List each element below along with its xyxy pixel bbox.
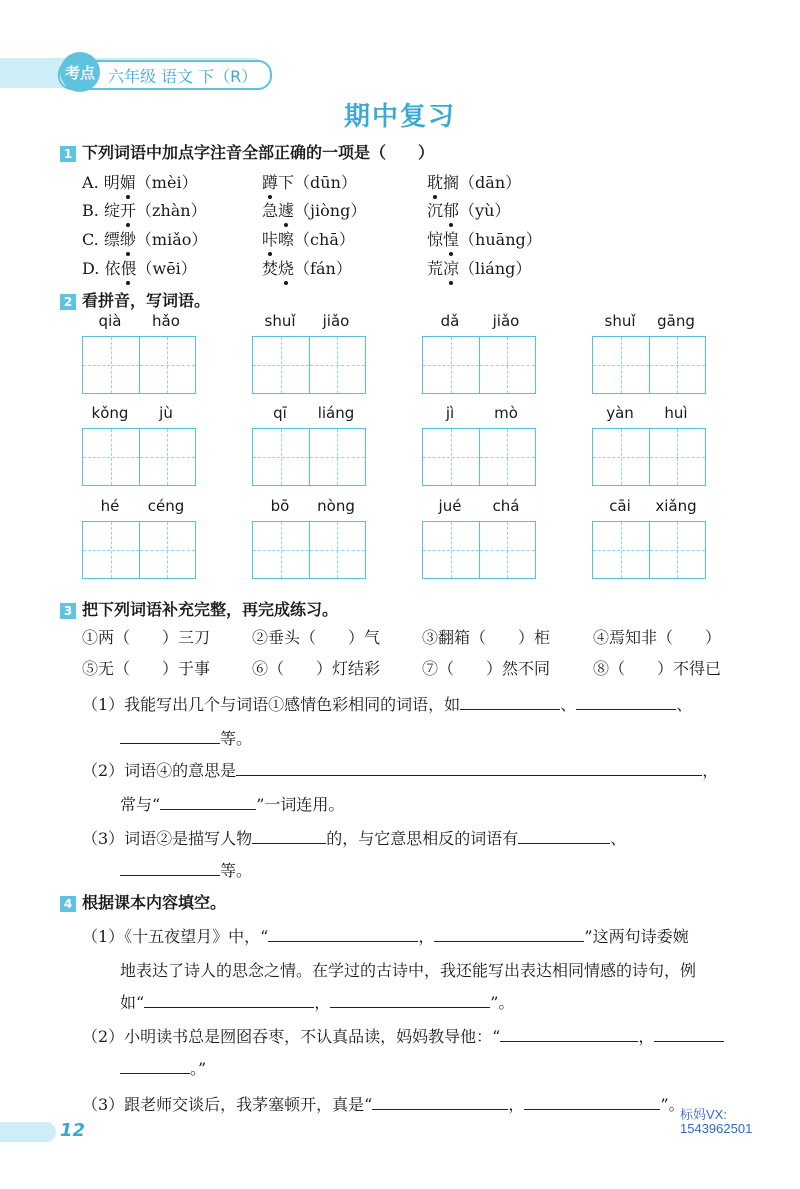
writing-cell[interactable] — [83, 429, 139, 485]
writing-cell[interactable] — [309, 522, 366, 578]
question-2-title — [60, 288, 210, 311]
option-1-0[interactable]: B. 绽开（zhàn） — [82, 198, 207, 221]
answer-blank[interactable] — [434, 925, 584, 942]
option-2-1: 咔嚓（chā） — [262, 227, 355, 250]
pinyin-label: qī — [273, 404, 287, 422]
writing-cell[interactable] — [593, 522, 649, 578]
page-number: 12 — [60, 1120, 86, 1141]
separator: 、 — [676, 695, 693, 714]
separator: 、 — [610, 829, 627, 848]
page-number-band — [0, 1122, 56, 1142]
separator: ， — [418, 927, 435, 946]
pinyin-label: liáng — [317, 404, 355, 422]
q4-sub2-line2 — [120, 1056, 206, 1079]
question-3-text: 把下列词语补充完整，再完成练习。 — [82, 600, 339, 619]
q4-sub1-line2 — [120, 958, 696, 981]
writing-cell[interactable] — [479, 337, 536, 393]
page-title: 期中复习 — [343, 102, 456, 132]
option-1-2: 沉郁（yù） — [427, 198, 510, 221]
watermark-line1: 标妈VX: — [680, 1107, 727, 1122]
question-1-text: 下列词语中加点字注音全部正确的一项是（ ） — [82, 143, 435, 162]
writing-cell[interactable] — [593, 429, 649, 485]
pinyin-label: yàn — [606, 404, 634, 422]
separator: ， — [508, 1095, 525, 1114]
writing-grid[interactable] — [422, 428, 536, 486]
answer-blank[interactable] — [120, 727, 220, 744]
option-2-0[interactable]: C. 缥缈（miǎo） — [82, 227, 207, 250]
answer-blank[interactable] — [372, 1093, 508, 1110]
q3-sub2-line1 — [82, 758, 718, 781]
writing-cell[interactable] — [423, 337, 479, 393]
writing-grid[interactable] — [592, 336, 706, 394]
option-0-2: 耽搁（dān） — [427, 170, 521, 193]
writing-cell[interactable] — [253, 337, 309, 393]
writing-cell[interactable] — [253, 429, 309, 485]
header-logo: 考点 — [60, 52, 100, 92]
writing-cell[interactable] — [83, 522, 139, 578]
q4-sub3-end: ”。 — [660, 1095, 685, 1114]
writing-grid[interactable] — [252, 521, 366, 579]
q3-sub1-line2 — [120, 726, 252, 749]
q3-sub3-end: 等。 — [220, 861, 253, 880]
writing-cell[interactable] — [139, 337, 196, 393]
answer-blank[interactable] — [268, 925, 418, 942]
q3-sub3-line2 — [120, 858, 252, 881]
writing-grid[interactable] — [82, 336, 196, 394]
pinyin-label: gāng — [657, 312, 695, 330]
watermark-line2: 1543962501 — [680, 1121, 753, 1136]
writing-cell[interactable] — [253, 522, 309, 578]
pinyin-label: céng — [147, 497, 185, 515]
q3-sub1-line1 — [82, 692, 692, 715]
q3-sub3-mid: 的，与它意思相反的词语有 — [326, 829, 519, 848]
answer-blank[interactable] — [500, 1025, 638, 1042]
question-4-number: 4 — [60, 896, 76, 912]
pinyin-label: jiǎo — [322, 312, 350, 330]
writing-grid[interactable] — [592, 521, 706, 579]
pinyin-label: hǎo — [152, 312, 180, 330]
idiom-1: ①两（ ）三刀 — [82, 628, 211, 647]
option-0-0[interactable]: A. 明媚（mèi） — [82, 170, 198, 193]
option-3-2: 荒凉（liáng） — [427, 256, 531, 279]
q4-sub1-pre: 如“ — [120, 993, 145, 1012]
q4-sub1-end: ”。 — [490, 993, 515, 1012]
answer-blank[interactable] — [236, 759, 702, 776]
writing-cell[interactable] — [309, 337, 366, 393]
q3-sub2-line2 — [120, 792, 344, 815]
q3-sub2-text: （2）词语④的意思是 — [82, 761, 237, 780]
writing-cell[interactable] — [83, 337, 139, 393]
writing-cell[interactable] — [649, 429, 706, 485]
writing-grid[interactable] — [252, 428, 366, 486]
separator: ， — [314, 993, 331, 1012]
pinyin-label: jì — [445, 404, 455, 422]
answer-blank[interactable] — [160, 793, 256, 810]
pinyin-label: jiǎo — [492, 312, 520, 330]
writing-cell[interactable] — [649, 337, 706, 393]
idiom-3: ③翻箱（ ）柜 — [422, 628, 551, 647]
writing-cell[interactable] — [649, 522, 706, 578]
q4-sub1-mid: ”这两句诗委婉 — [584, 927, 689, 946]
writing-grid[interactable] — [252, 336, 366, 394]
pinyin-label: mò — [494, 404, 518, 422]
pinyin-label: chá — [492, 497, 520, 515]
q4-sub2-end: 。” — [190, 1059, 207, 1078]
pinyin-label: qià — [98, 312, 122, 330]
pinyin-label: dǎ — [440, 312, 460, 330]
q4-sub1-cont: 地表达了诗人的思念之情。在学过的古诗中，我还能写出表达相同情感的诗句，例 — [120, 961, 697, 980]
writing-cell[interactable] — [309, 429, 366, 485]
q3-sub1-end: 等。 — [220, 729, 253, 748]
question-2-number: 2 — [60, 294, 76, 310]
watermark — [680, 1108, 752, 1136]
writing-grid[interactable] — [422, 336, 536, 394]
option-1-1: 急遽（jiòng） — [262, 198, 366, 221]
question-4-title — [60, 890, 226, 913]
pinyin-label: jù — [159, 404, 173, 422]
idiom-2: ②垂头（ ）气 — [252, 628, 381, 647]
question-1-number: 1 — [60, 146, 76, 162]
q4-sub3-line1 — [82, 1092, 685, 1115]
pinyin-label: shuǐ — [264, 312, 296, 330]
writing-cell[interactable] — [139, 429, 196, 485]
q3-sub2-pre: 常与“ — [120, 795, 161, 814]
writing-cell[interactable] — [139, 522, 196, 578]
idiom-5: ⑤无（ ）于事 — [82, 659, 211, 678]
pinyin-label: jué — [438, 497, 462, 515]
question-1-title — [60, 140, 434, 163]
pinyin-label: shuǐ — [604, 312, 636, 330]
q4-sub1-text: （1）《十五夜望月》中，“ — [82, 927, 269, 946]
writing-grid[interactable] — [82, 521, 196, 579]
q3-sub3-line1 — [82, 826, 626, 849]
q3-sub1-text: （1）我能写出几个与词语①感情色彩相同的词语，如 — [82, 695, 461, 714]
idiom-8: ⑧（ ）不得已 — [593, 659, 722, 678]
q4-sub3-text: （3）跟老师交谈后，我茅塞顿开，真是“ — [82, 1095, 373, 1114]
question-3-title — [60, 597, 338, 620]
writing-grid[interactable] — [82, 428, 196, 486]
writing-cell[interactable] — [593, 337, 649, 393]
question-2-text: 看拼音，写词语。 — [82, 291, 211, 310]
answer-blank[interactable] — [120, 1057, 190, 1074]
answer-blank[interactable] — [460, 693, 560, 710]
pinyin-label: nòng — [317, 497, 355, 515]
pinyin-label: hé — [100, 497, 120, 515]
writing-cell[interactable] — [479, 429, 536, 485]
q3-sub3-text: （3）词语②是描写人物 — [82, 829, 253, 848]
answer-blank[interactable] — [524, 1093, 660, 1110]
writing-cell[interactable] — [479, 522, 536, 578]
q4-sub2-text: （2）小明读书总是囫囵吞枣，不认真品读，妈妈教导他：“ — [82, 1027, 501, 1046]
separator: ， — [638, 1027, 655, 1046]
pinyin-label: cāi — [609, 497, 631, 515]
q4-sub1-line3 — [120, 990, 514, 1013]
answer-blank[interactable] — [330, 991, 490, 1008]
idiom-4: ④焉知非（ ） — [593, 628, 722, 647]
pinyin-label: xiǎng — [655, 497, 697, 515]
question-4-text: 根据课本内容填空。 — [82, 893, 227, 912]
q4-sub2-line1 — [82, 1024, 724, 1047]
idiom-6: ⑥（ ）灯结彩 — [252, 659, 381, 678]
answer-blank[interactable] — [518, 827, 610, 844]
answer-blank[interactable] — [144, 991, 314, 1008]
header-book-label: 六年级 语文 下（R） — [108, 67, 258, 86]
q4-sub1-line1 — [82, 924, 689, 947]
q3-sub2-end: ”一词连用。 — [256, 795, 345, 814]
pinyin-label: bō — [270, 497, 290, 515]
answer-blank[interactable] — [120, 859, 220, 876]
idiom-7: ⑦（ ）然不同 — [422, 659, 551, 678]
answer-blank[interactable] — [576, 693, 676, 710]
pinyin-label: huì — [664, 404, 688, 422]
writing-cell[interactable] — [423, 429, 479, 485]
separator: ， — [702, 761, 719, 780]
writing-grid[interactable] — [422, 521, 536, 579]
answer-blank[interactable] — [654, 1025, 724, 1042]
writing-grid[interactable] — [592, 428, 706, 486]
pinyin-label: kǒng — [91, 404, 129, 422]
question-3-number: 3 — [60, 603, 76, 619]
separator: 、 — [560, 695, 577, 714]
option-3-1: 焚烧（fán） — [262, 256, 352, 279]
option-3-0[interactable]: D. 依偎（wēi） — [82, 256, 197, 279]
option-2-2: 惊惶（huāng） — [427, 227, 542, 250]
answer-blank[interactable] — [252, 827, 326, 844]
writing-cell[interactable] — [423, 522, 479, 578]
option-0-1: 蹲下（dūn） — [262, 170, 357, 193]
